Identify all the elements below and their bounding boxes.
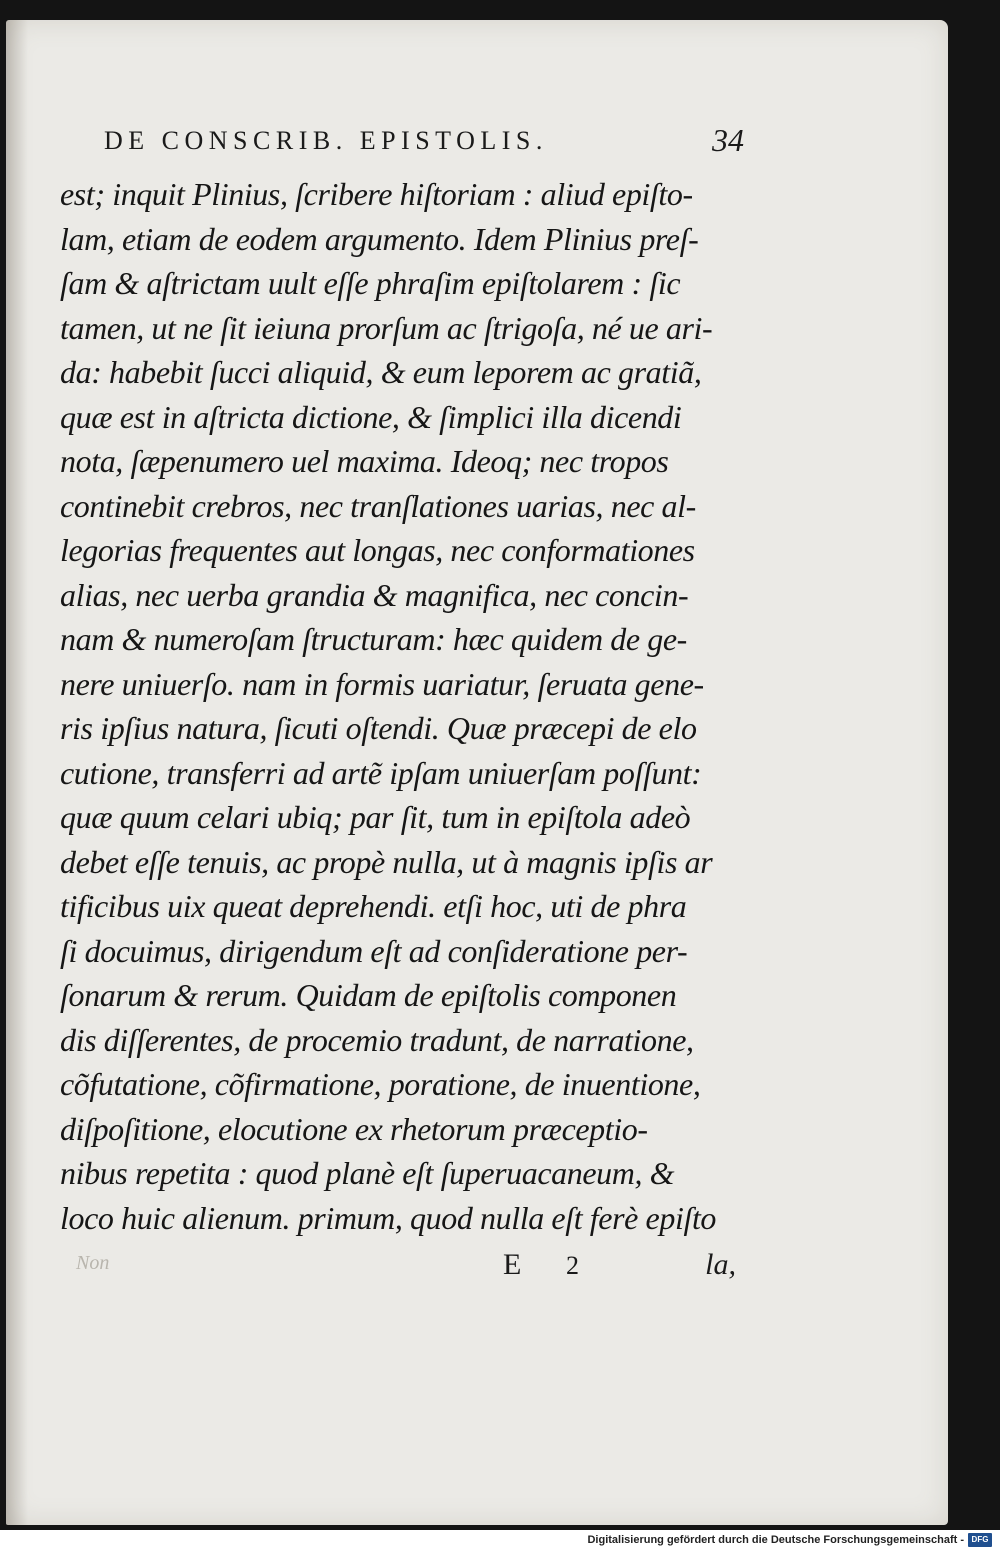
page-number: 34 bbox=[712, 122, 744, 158]
text-line: nota, ſæpenumero uel maxima. Ideoq; nec tropos bbox=[60, 443, 669, 479]
dfg-logo-icon[interactable]: DFG bbox=[968, 1533, 992, 1547]
text-line: est; inquit Plinius, ſcribere hiſtoriam : aliud epiſto- bbox=[60, 176, 693, 212]
text-line: debet eſſe tenuis, ac propè nulla, ut à magnis ipſis ar bbox=[60, 843, 713, 880]
text-line: cutione, transferri ad artẽ ipſam uniuerſam poſſunt: bbox=[60, 754, 702, 791]
book-page bbox=[6, 20, 948, 1525]
text-line: ſam & aſtrictam uult eſſe phraſim epiſtolarem : ſic bbox=[60, 265, 681, 301]
text-line: ſonarum & rerum. Quidam de epiſtolis componen bbox=[60, 977, 677, 1013]
text-line: quæ quum celari ubiq; par ſit, tum in epiſtola adeò bbox=[60, 799, 691, 835]
funding-credit: Digitalisierung gefördert durch die Deutsche Forschungsgemeinschaft - bbox=[587, 1534, 964, 1546]
bleed-through-mark: Non bbox=[76, 1252, 110, 1274]
text-line: ris ipſius natura, ſicuti oſtendi. Quæ præcepi de elo bbox=[60, 710, 697, 746]
running-head-title: DE CONSCRIB. EPISTOLIS. bbox=[104, 126, 548, 155]
text-line: continebit crebros, nec tranſlationes uarias, nec al- bbox=[60, 487, 696, 524]
text-line: nere uniuerſo. nam in formis uariatur, ſeruata gene- bbox=[60, 665, 704, 702]
text-line: quæ est in aſtricta dictione, & ſimplici illa dicendi bbox=[60, 398, 682, 435]
text-line: diſpoſitione, elocutione ex rhetorum præceptio- bbox=[60, 1110, 648, 1147]
text-line: tificibus uix queat deprehendi. etſi hoc, uti de phra bbox=[60, 888, 687, 924]
text-line: da: habebit ſucci aliquid, & eum leporem ac gratiã, bbox=[60, 354, 702, 390]
digitization-footer bbox=[0, 1530, 1000, 1551]
text-line: lam, etiam de eodem argumento. Idem Plinius preſ- bbox=[60, 220, 699, 257]
text-line: legorias frequentes aut longas, nec conformationes bbox=[60, 532, 695, 568]
signature-mark: E bbox=[503, 1248, 524, 1281]
catchword: la, bbox=[705, 1248, 736, 1281]
text-line: dis diſſerentes, de procemio tradunt, de narratione, bbox=[60, 1021, 694, 1058]
text-line: nibus repetita : quod planè eſt ſuperuacaneum, & bbox=[60, 1155, 675, 1191]
signature-number: 2 bbox=[566, 1251, 579, 1280]
text-line: loco huic alienum. primum, quod nulla eſt ferè epiſto bbox=[60, 1199, 717, 1236]
body-text bbox=[60, 172, 750, 1240]
running-head bbox=[104, 120, 744, 160]
text-line: tamen, ut ne ſit ieiuna prorſum ac ſtrigoſa, né ue ari- bbox=[60, 309, 713, 346]
text-line: alias, nec uerba grandia & magnifica, nec concin- bbox=[60, 576, 689, 613]
text-line: cõfutatione, cõfirmatione, poratione, de inuentione, bbox=[60, 1066, 701, 1102]
text-line: ſi docuimus, dirigendum eſt ad conſideratione per- bbox=[60, 932, 688, 969]
text-line: nam & numeroſam ſtructuram: hæc quidem de ge- bbox=[60, 621, 687, 657]
signature-line bbox=[66, 1248, 736, 1292]
